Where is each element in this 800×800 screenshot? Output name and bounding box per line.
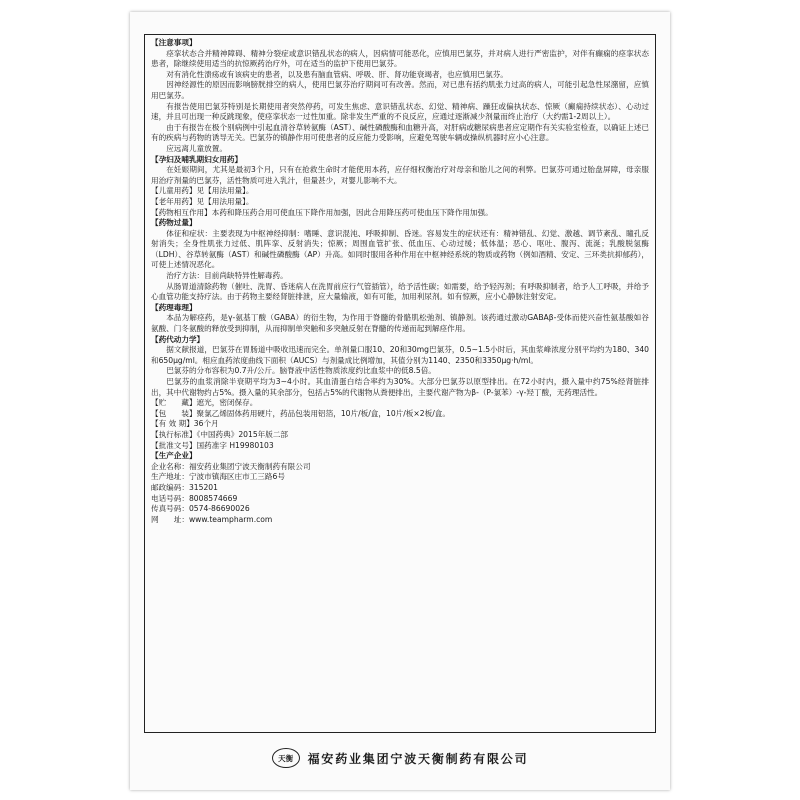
- storage-line: 【贮 藏】遮光，密闭保存。: [151, 398, 258, 408]
- manufacturer-website: 网 址：www.teampharm.com: [151, 514, 273, 524]
- company-logo: 天衡: [272, 748, 300, 768]
- manufacturer-postcode: 邮政编码：315201: [151, 482, 218, 492]
- pharmacokinetics-paragraph: 巴氯芬的血浆消除半衰期平均为3~4小时。其血清蛋白结合率约为30%。大部分巴氯芬以原型排出。在72小时内，摄入量中约75%经肾脏排出，其中代谢物约占5%。摄入量的其余部分，包括占5%的代谢物从粪便排出，主要代谢产物为β-（P-氯苯）-γ-羟丁酸，无药理活性。: [151, 377, 649, 397]
- package-line: 【包 装】聚氯乙烯固体药用硬片，药品包装用铝箔，10片/板/盒，10片/板×2板/盒。: [151, 408, 450, 418]
- manufacturer-heading: 【生产企业】: [151, 451, 197, 461]
- approval-number-line: 【批准文号】国药准字 H19980103: [151, 440, 274, 450]
- package-insert-sheet: [130, 12, 670, 790]
- precautions-paragraph: 痉挛状态合并精神障碍、精神分裂症或意识错乱状态的病人，因病情可能恶化，应慎用巴氯芬，并对病人进行严密监护，对伴有癫痫的痉挛状态患者，除继续使用适当的抗惊厥药治疗外，可在适当的监护下使用巴氯芬。: [151, 48, 649, 69]
- overdose-paragraph: 体征和症状：主要表现为中枢神经抑制：嗜睡、意识混沌、呼吸抑制、昏迷。容易发生的症状还有：精神错乱、幻觉、激越、调节紊乱、瞳孔反射消失；全身性肌张力过低、肌阵挛、反射消失；惊厥；周围血管扩张、低血压、心动过缓；低体温；恶心、呕吐、腹泻、流涎；乳酸脱氢酶（LDH）、谷草转氨酶（AST）和碱性磷酸酶（AP）升高。如同时服用各种作用在中枢神经系统的物质或药物（例如酒精、安定、三环类抗抑郁药），可使上述情况恶化。: [151, 228, 649, 270]
- pediatric-use-line: 【儿童用药】见【用法用量】。: [151, 186, 254, 196]
- pregnancy-paragraph: 在妊娠期间，尤其是最初3个月，只有在抢救生命时才能使用本药，应仔细权衡治疗对母亲和胎儿之间的利弊。巴氯芬可通过胎盘屏障，母亲服用治疗剂量的巴氯芬，活性物质可进入乳汁，但量甚少，对婴儿影响不大。: [151, 165, 649, 185]
- standard-line: 【执行标准】《中国药典》2015年版二部: [151, 429, 289, 439]
- company-footer: [144, 739, 656, 777]
- validity-line: 【有 效 期】36个月: [151, 419, 219, 429]
- manufacturer-name: 企业名称：福安药业集团宁波天衡制药有限公司: [151, 461, 311, 471]
- precautions-heading: 【注意事项】: [151, 38, 197, 47]
- pharmacokinetics-paragraph: 巴氯芬的分布容积为0.7升/公斤。脑脊液中活性物质浓度约比血浆中的低8.5倍。: [166, 366, 436, 376]
- overdose-paragraph: 治疗方法：目前尚缺特异性解毒药。: [166, 271, 288, 281]
- precautions-paragraph: 有报告使用巴氯芬特别是长期使用者突然停药，可发生焦虑、意识错乱状态、幻觉、精神病、躁狂或偏执状态、惊厥（癫痫持续状态）、心动过速，并且可出现一种反跳现象，使痉挛状态一过性加重。除非发生严重的不良反应，应通过逐渐减少剂量而终止治疗（大约需1-2周以上）。: [151, 101, 649, 122]
- precautions-paragraph: 对有消化性溃疡或有该病史的患者，以及患有脑血管病、呼吸、肝、肾功能衰竭者，也应慎用巴氯芬。: [166, 69, 508, 79]
- manufacturer-address: 生产地址：宁波市镇海区庄市工三路6号: [151, 472, 285, 482]
- company-name-footer: 福安药业集团宁波天衡制药有限公司: [307, 751, 529, 766]
- overdose-heading: 【药物过量】: [151, 218, 197, 228]
- drug-interactions-line: 【药物相互作用】本药和降压药合用可使血压下降作用加强，因此合用降压药可使血压下降作用加强。: [151, 207, 493, 217]
- pregnancy-heading: 【孕妇及哺乳期妇女用药】: [151, 154, 243, 164]
- geriatric-use-line: 【老年用药】见【用法用量】。: [151, 196, 254, 206]
- precautions-paragraph: 因神经源性的原因而影响膀胱排空的病人，使用巴氯芬治疗期间可有改善。然而，对已患有括约肌张力过高的病人，可能引起急性尿潴留，应慎用巴氯芬。: [151, 80, 649, 100]
- manufacturer-fax: 传真号码：0574-86690026: [151, 504, 250, 514]
- insert-text-frame: [144, 34, 656, 733]
- pharmacokinetics-paragraph: 据文献报道，巴氯芬在胃肠道中吸收迅速而完全。单剂量口服10、20和30mg巴氯芬，0.5~1.5小时后，其血浆峰浓度分别平均约为180、340和650μg/ml。相应血药浓度曲线下面积（AUCS）与剂量成比例增加，其值分别为1140、2350和3350μg·h/ml。: [151, 345, 649, 365]
- pharmacokinetics-heading: 【药代动力学】: [151, 334, 205, 344]
- toxicology-heading: 【药理毒理】: [151, 302, 197, 312]
- overdose-paragraph: 从肠胃道清除药物（催吐、洗胃、昏迷病人在洗胃前应行气管插管），给予活性碳；如需要，给予轻泻剂；有呼吸抑制者，给予人工呼吸，并给予心血管功能支持疗法。由于药物主要经肾脏排泄，应大量输液，如有可能，加用利尿剂。如有惊厥，应小心静脉注射安定。: [151, 281, 649, 302]
- toxicology-paragraph: 本品为解痉药，是γ-氨基丁酸（GABA）的衍生物，为作用于脊髓的骨骼肌松弛剂、镇静剂。该药通过激动GABAβ-受体而使兴奋性氨基酸如谷氨酸、门冬氨酸的释放受到抑制，从而抑制单突触和多突触反射在脊髓的传递而起到解痉作用。: [151, 313, 649, 334]
- manufacturer-phone: 电话号码：8008574669: [151, 493, 238, 503]
- precautions-paragraph: 由于有报告在极个别病例中引起血清谷草转氨酶（AST）、碱性磷酸酶和血糖升高，对肝病或糖尿病患者应定期作有关实验室检查，以确证上述已有的疾病与药物的诱导无关。巴氯芬的镇静作用可使患者的反应能力受影响，应避免驾驶车辆或操纵机器时应小心注意。: [151, 122, 649, 143]
- precautions-paragraph: 应远离儿童放置。: [166, 143, 227, 153]
